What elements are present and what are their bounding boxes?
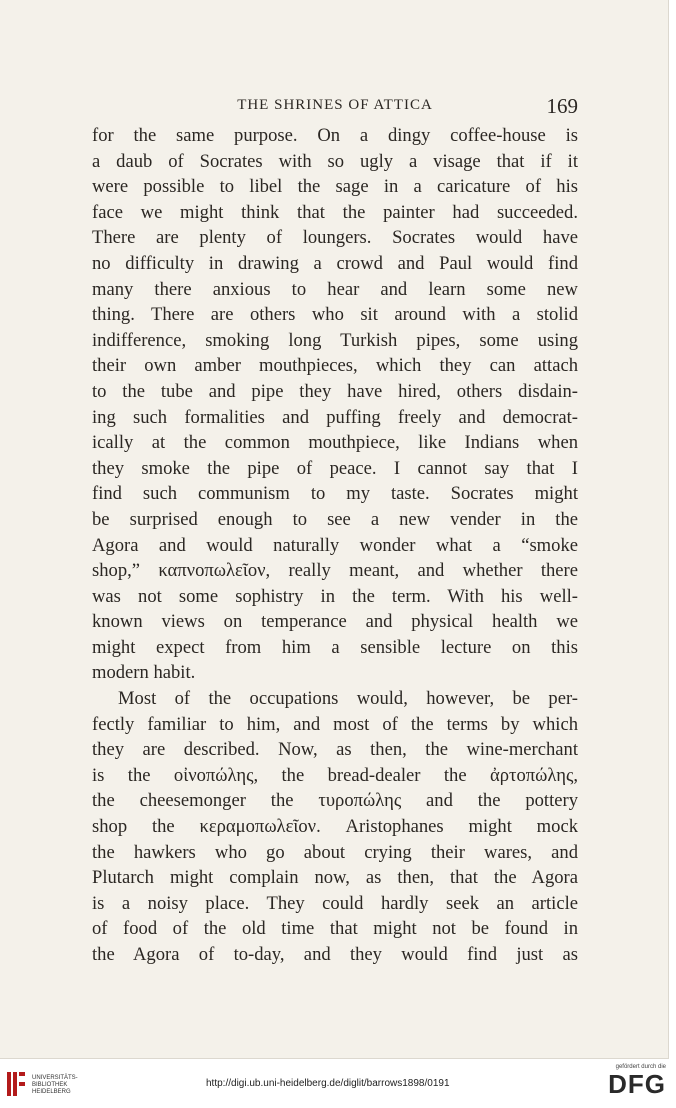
text-line: a daub of Socrates with so ugly a visage that if it — [92, 150, 578, 172]
text-line: might expect from him a sensible lecture on this — [92, 636, 578, 658]
text-line: is the οἰνοπώλης, the bread-dealer the ἀρτοπώλης, — [92, 764, 578, 786]
source-url-link[interactable]: http://digi.ub.uni-heidelberg.de/diglit/barrows1898/0191 — [206, 1078, 450, 1089]
library-name-line: BIBLIOTHEK — [32, 1082, 68, 1088]
running-head-title: THE SHRINES OF ATTICA — [237, 97, 433, 113]
text-line: many there anxious to hear and learn some new — [92, 278, 578, 300]
text-line: were possible to libel the sage in a caricature of his — [92, 176, 578, 198]
text-line: shop the κεραμοπωλεῖον. Aristophanes might mock — [92, 816, 578, 838]
library-name-line: UNIVERSITÄTS- — [32, 1075, 78, 1081]
text-line: modern habit. — [92, 662, 196, 684]
text-line: the cheesemonger the τυροπώλης and the pottery — [92, 790, 578, 812]
text-line: they smoke the pipe of peace. I cannot say that I — [92, 457, 578, 479]
body-text — [92, 123, 578, 968]
text-line: their own amber mouthpieces, which they can attach — [92, 355, 578, 377]
text-line: indifference, smoking long Turkish pipes, some using — [92, 329, 578, 351]
dfg-logo: DFG — [608, 1069, 666, 1099]
text-line: was not some sophistry in the term. With his well- — [92, 585, 578, 607]
text-line: the Agora of to-day, and they would find just as — [92, 944, 578, 965]
text-line: There are plenty of loungers. Socrates would have — [92, 227, 578, 249]
text-line: ically at the common mouthpiece, like Indians when — [92, 432, 578, 454]
text-line: to the tube and pipe they have hired, others disdain- — [92, 380, 578, 402]
text-line: known views on temperance and physical health we — [92, 611, 578, 633]
text-line: they are described. Now, as then, the wine-merchant — [92, 739, 578, 761]
text-line: face we might think that the painter had succeeded. — [92, 201, 578, 223]
library-logo[interactable] — [6, 1066, 102, 1104]
funder-caption: gefördert durch die — [615, 1064, 666, 1070]
text-line: the hawkers who go about crying their wares, and — [92, 841, 578, 863]
text-line: Most of the occupations would, however, be per- — [118, 688, 578, 710]
text-line: of food of the old time that might not be found in — [92, 918, 578, 940]
text-line: is a noisy place. They could hardly seek an article — [92, 892, 578, 914]
funder-logo[interactable] — [576, 1064, 666, 1098]
text-line: shop,” καπνοπωλεῖον, really meant, and whether there — [92, 560, 578, 582]
footer-bar — [0, 1060, 676, 1108]
text-line: find such communism to my taste. Socrates might — [92, 483, 578, 505]
text-line: for the same purpose. On a dingy coffee-house is — [92, 125, 578, 146]
text-line: fectly familiar to him, and most of the terms by which — [92, 713, 578, 735]
library-logo-icon — [6, 1070, 26, 1098]
text-line: Plutarch might complain now, as then, that the Agora — [92, 867, 578, 889]
library-logo-text — [32, 1075, 78, 1096]
text-line: be surprised enough to see a new vender in the — [92, 508, 578, 530]
page-number: 169 — [546, 94, 578, 118]
running-head — [92, 94, 578, 121]
text-line: thing. There are others who sit around with a stolid — [92, 304, 578, 326]
text-line: no difficulty in drawing a crowd and Paul would find — [92, 252, 578, 274]
text-line: Agora and would naturally wonder what a “smoke — [92, 534, 578, 556]
library-name-line: HEIDELBERG — [32, 1089, 71, 1095]
text-line: ing such formalities and puffing freely and democrat- — [92, 406, 578, 428]
